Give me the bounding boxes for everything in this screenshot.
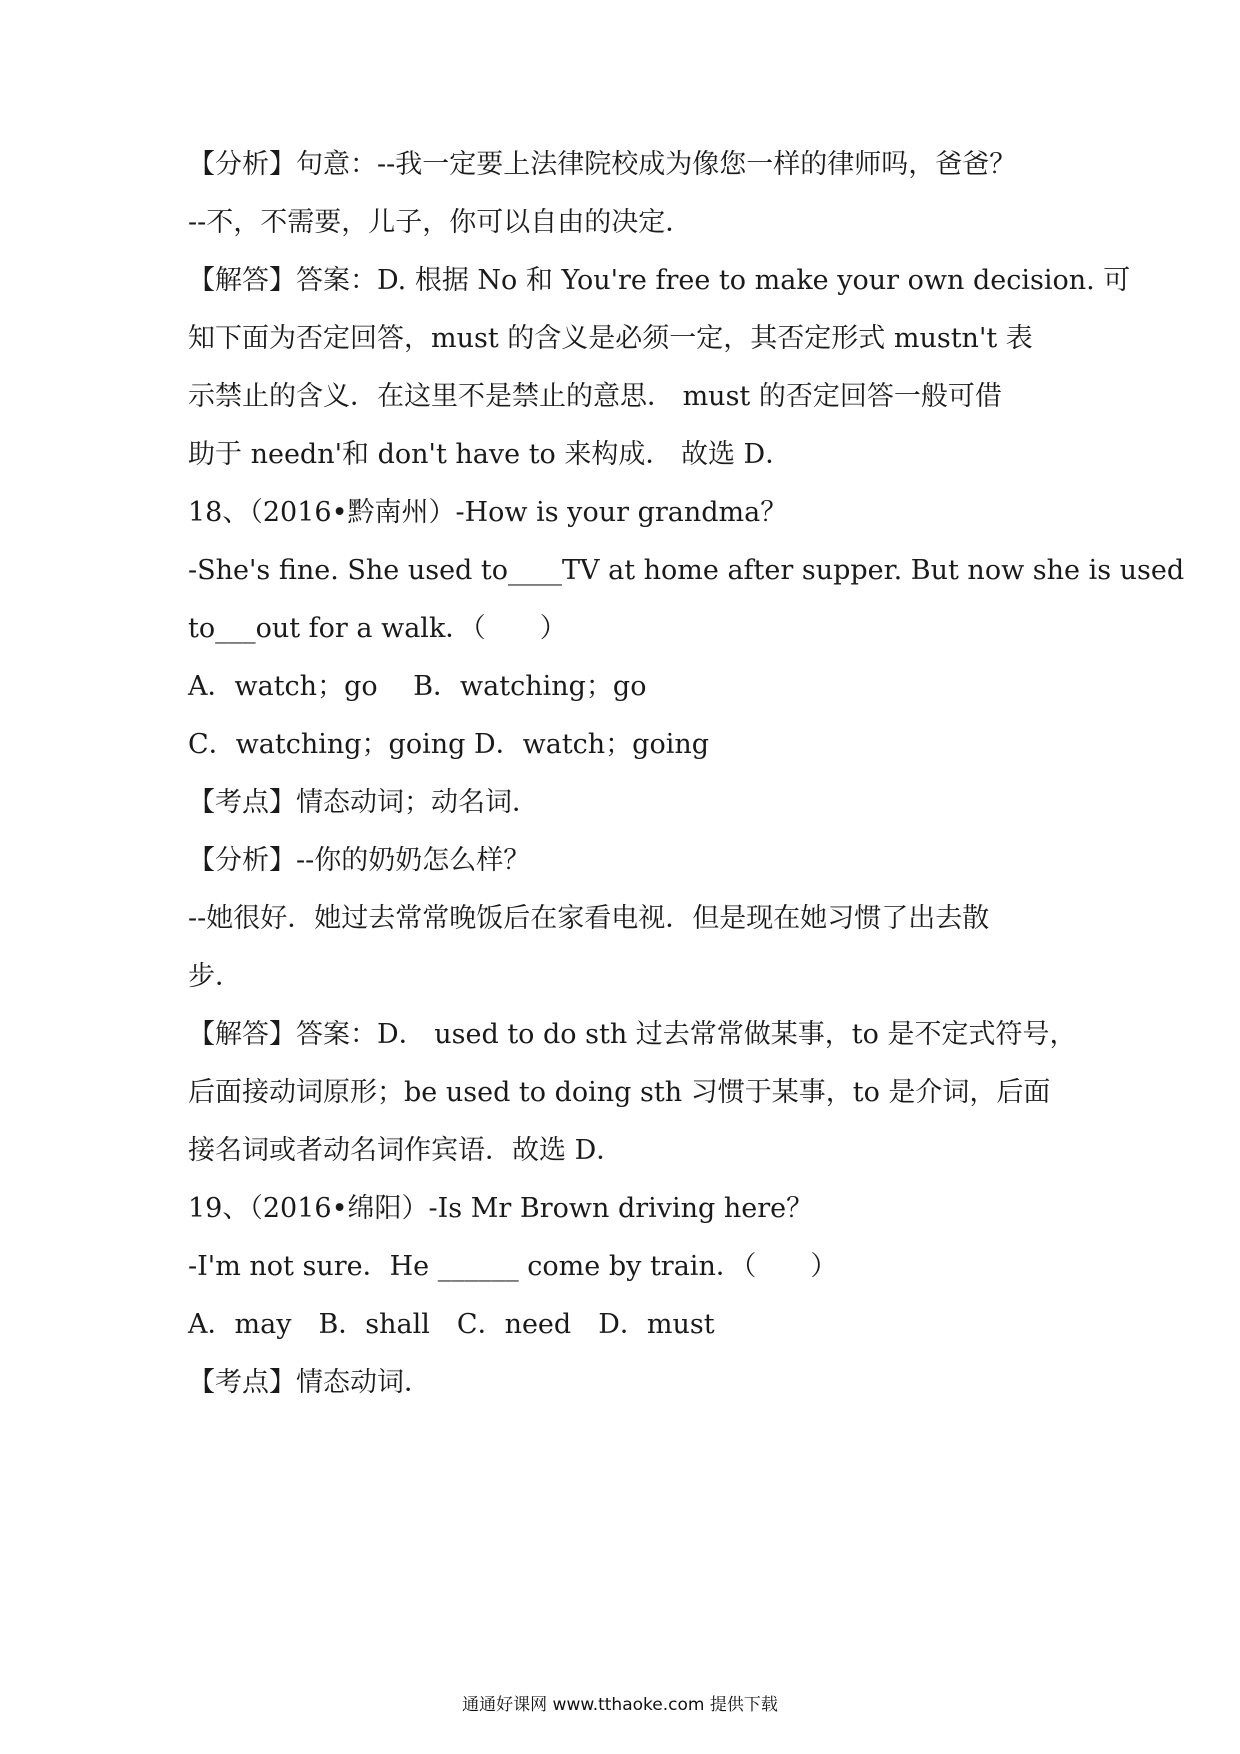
text-line: --她很好．她过去常常晚饭后在家看电视．但是现在她习惯了出去散 <box>188 903 990 934</box>
answer-options: A．watch；go B．watching；go <box>188 671 647 702</box>
question-19-header: 19、（2016•绵阳）-Is Mr Brown driving here？ <box>188 1193 814 1224</box>
text-line: 知下面为否定回答，must 的含义是必须一定，其否定形式 mustn't 表 <box>188 323 1033 354</box>
text-line: 助于 needn'和 don't have to 来构成． 故选 D． <box>188 439 793 470</box>
answer-options: C．watching；going D．watch；going <box>188 729 710 760</box>
text-line: 【考点】情态动词；动名词． <box>188 787 539 818</box>
page-footer: 通通好课网 www.tthaoke.com 提供下载 <box>462 1695 778 1715</box>
answer-options: A．may B．shall C．need D．must <box>188 1309 715 1340</box>
question-text: to___out for a walk．（ ） <box>188 613 567 644</box>
text-line: 【分析】--你的奶奶怎么样？ <box>188 845 531 876</box>
text-line: 【分析】句意：--我一定要上法律院校成为像您一样的律师吗，爸爸？ <box>188 149 1017 180</box>
text-line: 示禁止的含义．在这里不是禁止的意思． must 的否定回答一般可借 <box>188 381 1002 412</box>
text-line: 步． <box>188 961 242 992</box>
question-18-header: 18、（2016•黔南州）-How is your grandma？ <box>188 497 788 528</box>
question-text: -She's fine. She used to____TV at home after supper. But now she is used <box>188 555 1185 586</box>
text-line: 接名词或者动名词作宾语．故选 D． <box>188 1135 624 1166</box>
text-line: 后面接动词原形；be used to doing sth 习惯于某事，to 是介词，后面 <box>188 1077 1051 1108</box>
text-line: 【解答】答案：D. 根据 No 和 You're free to make your own decision. 可 <box>188 265 1131 296</box>
text-line: 【解答】答案：D． used to do sth 过去常常做某事，to 是不定式符号， <box>188 1019 1077 1050</box>
text-line: 【考点】情态动词． <box>188 1367 431 1398</box>
text-line: --不，不需要，儿子，你可以自由的决定． <box>188 207 693 238</box>
question-text: -I'm not sure．He ______ come by train．（ ） <box>188 1251 838 1282</box>
